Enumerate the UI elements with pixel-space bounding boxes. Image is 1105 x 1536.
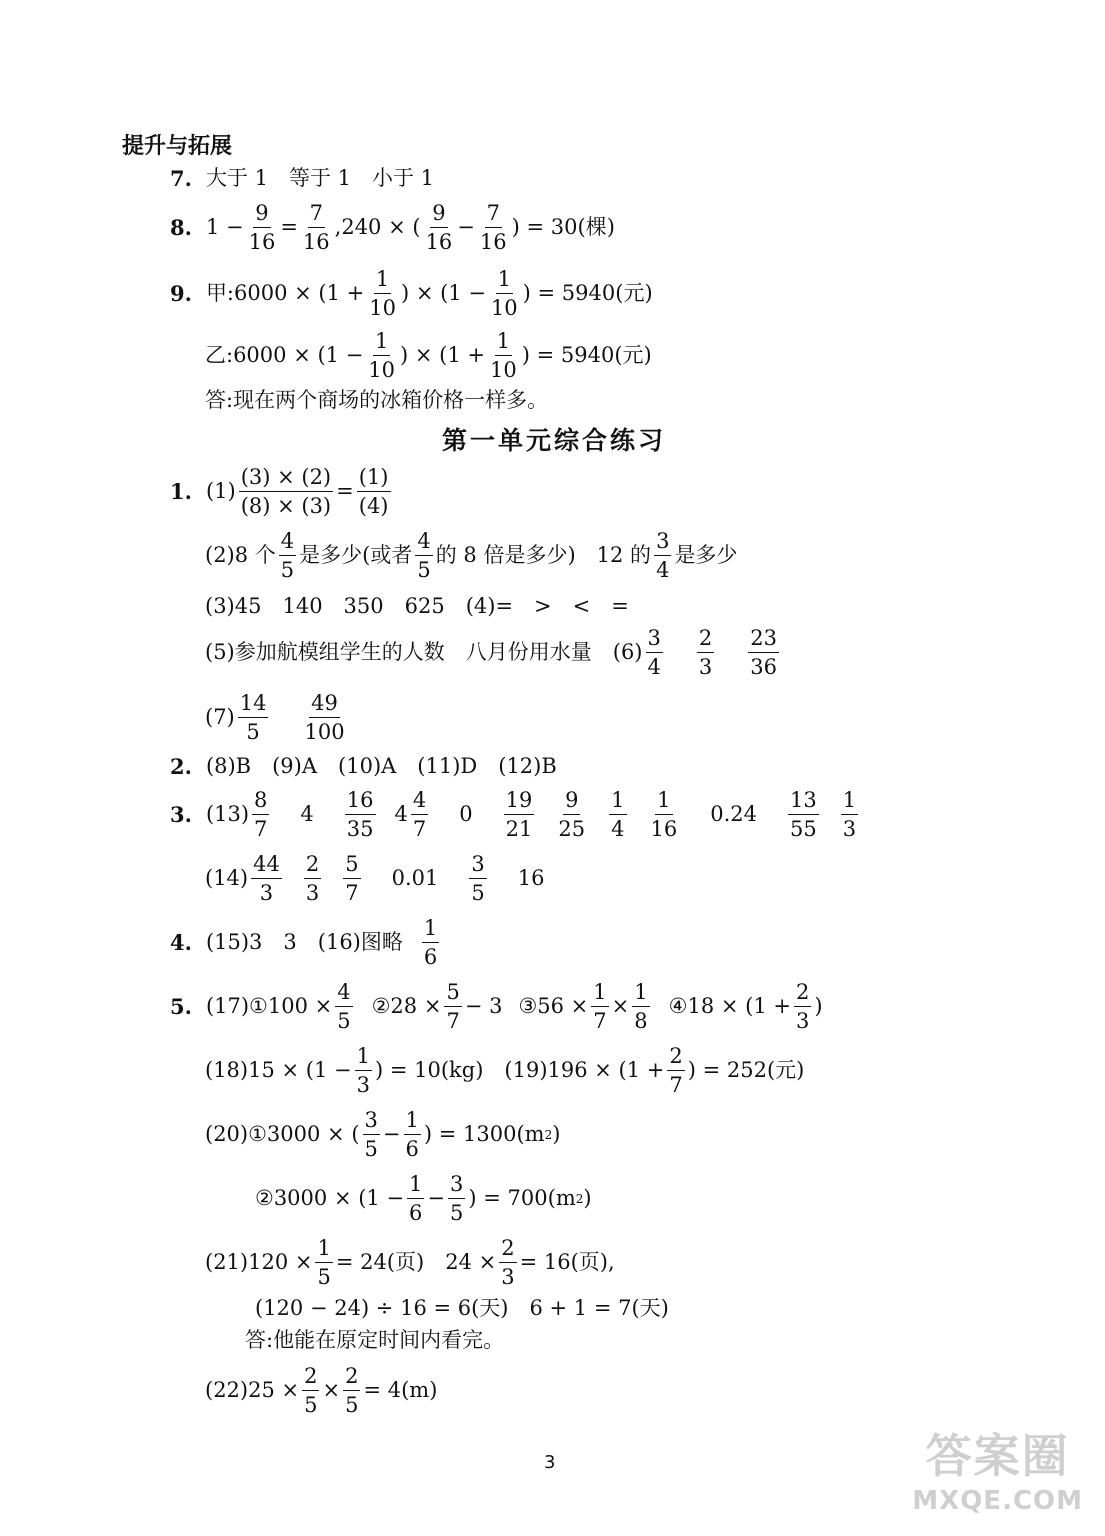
fraction: $\frac{2}{3}$ xyxy=(698,626,713,680)
expr-text: ) xyxy=(583,1186,592,1211)
fraction: $\frac{14}{5}$ xyxy=(239,691,267,745)
fraction: $\frac{1}{7}$ xyxy=(593,980,607,1034)
expr-text: = xyxy=(280,215,298,240)
fraction: $\frac{8}{7}$ xyxy=(254,788,268,842)
watermark-bottom: MXQE.COM xyxy=(912,1486,1083,1516)
value: 4 xyxy=(394,802,408,827)
expr-text: ) × (1 + xyxy=(400,343,485,368)
fraction: $\frac{(1)}{(4)}$ xyxy=(358,465,389,519)
expr-text: × xyxy=(322,1378,341,1403)
fraction: $\frac{5}{7}$ xyxy=(446,980,460,1034)
fraction: $\frac{9}{25}$ xyxy=(558,788,586,842)
fraction: $\frac{1}{16}$ xyxy=(650,788,678,842)
expr-text: ,240 × ( xyxy=(334,215,421,240)
fraction: $\frac{3}{4}$ xyxy=(647,626,661,680)
watermark-top: 答案圈 xyxy=(925,1429,1070,1483)
exercise-1-part2 xyxy=(205,530,737,581)
fraction: $\frac{1}{5}$ xyxy=(317,1236,331,1290)
value: 4 xyxy=(300,802,314,827)
superscript: 2 xyxy=(575,1191,584,1206)
fraction: $\frac{2}{5}$ xyxy=(345,1364,359,1418)
sub-number: (1) xyxy=(205,479,236,504)
expr-text: ) = 1300(m xyxy=(423,1122,545,1147)
expr-text: 的 8 倍是多少) 12 的 xyxy=(435,543,652,568)
expr-text: ③56 × xyxy=(518,994,589,1019)
fraction: $\frac{1}{10}$ xyxy=(490,267,518,321)
expr-text: (20)①3000 × ( xyxy=(205,1122,360,1147)
unit-title: 第一单元综合练习 xyxy=(442,426,667,455)
answer-text: (8)B (9)A (10)A (11)D (12)B xyxy=(205,754,557,778)
section-heading: 提升与拓展 xyxy=(122,134,233,159)
fraction: $\frac{2}{3}$ xyxy=(501,1236,515,1290)
fraction: $\frac{3}{5}$ xyxy=(364,1108,378,1162)
fraction: $\frac{5}{7}$ xyxy=(345,852,359,906)
value: 0.24 xyxy=(710,802,757,827)
expr-text: ) = 252(元) xyxy=(687,1058,805,1083)
expr-text: (2)8 个 xyxy=(205,543,276,568)
exercise-5-part18-19 xyxy=(205,1045,804,1096)
answer-9-jia xyxy=(170,268,653,319)
expr-text: 是多少 xyxy=(674,543,738,568)
fraction: $\frac{1}{10}$ xyxy=(369,267,396,321)
sub-number: (14) xyxy=(205,866,249,891)
answer-text: (15)3 3 (16)图略 xyxy=(205,930,403,955)
expr-text: ) xyxy=(552,1122,561,1147)
fraction: $\frac{9}{16}$ xyxy=(425,201,453,255)
exercise-1-part3: (3)45 140 350 625 (4)= > < = xyxy=(205,594,629,618)
expr-text: (21)120 × xyxy=(205,1250,313,1275)
expr-text: = xyxy=(336,479,354,504)
item-number: 7. xyxy=(170,166,192,191)
exercise-1-part1 xyxy=(170,466,394,517)
item-number: 3. xyxy=(170,802,192,828)
expr-text: ) = 10(kg) (19)196 × (1 + xyxy=(374,1058,665,1083)
fraction: $\frac{16}{35}$ xyxy=(346,788,374,842)
expr-text: 乙:6000 × (1 − xyxy=(205,343,364,368)
exercise-3-part13 xyxy=(170,789,861,840)
expr-text: 是多少(或者 xyxy=(299,543,413,568)
item-number: 1. xyxy=(170,479,192,505)
answer-9-yi xyxy=(205,330,652,381)
exercise-5-part21-calc: (120 − 24) ÷ 16 = 6(天) 6 + 1 = 7(天) xyxy=(255,1296,669,1320)
fraction: $\frac{4}{5}$ xyxy=(417,529,431,583)
watermark xyxy=(912,1420,1083,1516)
fraction: $\frac{1}{4}$ xyxy=(611,788,625,842)
expr-text: − xyxy=(457,215,475,240)
exercise-3-part14 xyxy=(205,853,544,904)
exercise-2 xyxy=(170,756,557,777)
expr-text: ②28 × xyxy=(371,994,442,1019)
fraction: $\frac{2}{3}$ xyxy=(795,980,810,1034)
fraction: $\frac{3}{5}$ xyxy=(471,852,485,906)
expr-text: (18)15 × (1 − xyxy=(205,1058,352,1083)
fraction: $\frac{1}{10}$ xyxy=(368,329,396,383)
fraction: $\frac{44}{3}$ xyxy=(253,852,280,906)
expr-text: (17)①100 × xyxy=(205,994,333,1019)
fraction: $\frac{1}{6}$ xyxy=(405,1108,419,1162)
expr-text: ) = 30(棵) xyxy=(511,215,615,240)
exercise-5-part21-conclusion: 答:他能在原定时间内看完。 xyxy=(245,1328,505,1352)
expr-text: (5)参加航模组学生的人数 八月份用水量 (6) xyxy=(205,640,643,665)
fraction: $\frac{4}{5}$ xyxy=(280,529,295,583)
expr-text: × xyxy=(611,994,630,1019)
expr-text: − xyxy=(427,1186,446,1211)
expr-text: − xyxy=(382,1122,401,1147)
exercise-5-part20a xyxy=(205,1109,560,1160)
exercise-1-part5 xyxy=(205,627,782,678)
exercise-5-part20b xyxy=(255,1173,592,1224)
fraction: $\frac{1}{3}$ xyxy=(356,1044,370,1098)
expr-text: ②3000 × (1 − xyxy=(255,1186,405,1211)
page-number: 3 xyxy=(544,1452,556,1473)
exercise-1-part7 xyxy=(205,692,350,743)
fraction: $\frac{2}{3}$ xyxy=(305,852,320,906)
exercise-5-part21 xyxy=(205,1237,615,1288)
item-number: 5. xyxy=(170,994,192,1020)
value: 0 xyxy=(459,802,473,827)
fraction: $\frac{3}{5}$ xyxy=(450,1172,464,1226)
value: 16 xyxy=(517,866,545,891)
expr-text: = 24(页) 24 × xyxy=(335,1250,497,1275)
expr-text: − 3 xyxy=(464,994,503,1019)
expr-text: ) = 5940(元) xyxy=(521,343,652,368)
answer-9-conclusion: 答:现在两个商场的冰箱价格一样多。 xyxy=(205,388,549,412)
fraction: $\frac{9}{16}$ xyxy=(248,201,276,255)
fraction: $\frac{4}{5}$ xyxy=(337,980,351,1034)
sub-number: (7) xyxy=(205,705,235,730)
fraction: $\frac{19}{21}$ xyxy=(505,788,533,842)
value: 0.01 xyxy=(391,866,439,891)
fraction: $\frac{1}{6}$ xyxy=(423,916,438,970)
answer-8 xyxy=(170,202,615,253)
expr-text: ) = 700(m xyxy=(468,1186,576,1211)
fraction: $\frac{49}{100}$ xyxy=(304,691,345,745)
expr-text: ) × (1 − xyxy=(400,281,486,306)
item-number: 8. xyxy=(170,215,192,241)
expr-text: = 4(m) xyxy=(363,1378,438,1403)
expr-text: ) = 5940(元) xyxy=(522,281,653,306)
expr-text: ) xyxy=(814,994,823,1019)
fraction: $\frac{1}{3}$ xyxy=(842,788,857,842)
fraction: $\frac{4}{7}$ xyxy=(412,788,427,842)
fraction: $\frac{1}{10}$ xyxy=(490,329,517,383)
item-number: 4. xyxy=(170,930,192,956)
exercise-5-part17 xyxy=(170,981,823,1032)
answer-text: 大于 1 等于 1 小于 1 xyxy=(205,166,435,190)
fraction: $\frac{(3) \times (2)}{(8) \times (3)}$ xyxy=(240,465,332,519)
answer-7 xyxy=(170,168,434,189)
fraction: $\frac{2}{5}$ xyxy=(304,1364,318,1418)
expr-text: 1 − xyxy=(205,215,244,240)
expr-text: = 16(页), xyxy=(519,1250,615,1275)
item-number: 9. xyxy=(170,281,192,307)
exercise-4 xyxy=(170,917,442,968)
expr-text: (22)25 × xyxy=(205,1378,300,1403)
superscript: 2 xyxy=(544,1127,553,1142)
exercise-5-part22 xyxy=(205,1365,437,1416)
fraction: $\frac{1}{6}$ xyxy=(409,1172,423,1226)
fraction: $\frac{3}{4}$ xyxy=(656,529,670,583)
fraction: $\frac{23}{36}$ xyxy=(750,626,777,680)
sub-number: (13) xyxy=(205,802,250,827)
fraction: $\frac{7}{16}$ xyxy=(479,201,507,255)
fraction: $\frac{2}{7}$ xyxy=(669,1044,683,1098)
fraction: $\frac{7}{16}$ xyxy=(302,201,330,255)
expr-text: ④18 × (1 + xyxy=(668,994,791,1019)
item-number: 2. xyxy=(170,754,192,779)
fraction: $\frac{13}{55}$ xyxy=(790,788,817,842)
fraction: $\frac{1}{8}$ xyxy=(634,980,648,1034)
expr-text: 甲:6000 × (1 + xyxy=(205,281,365,306)
